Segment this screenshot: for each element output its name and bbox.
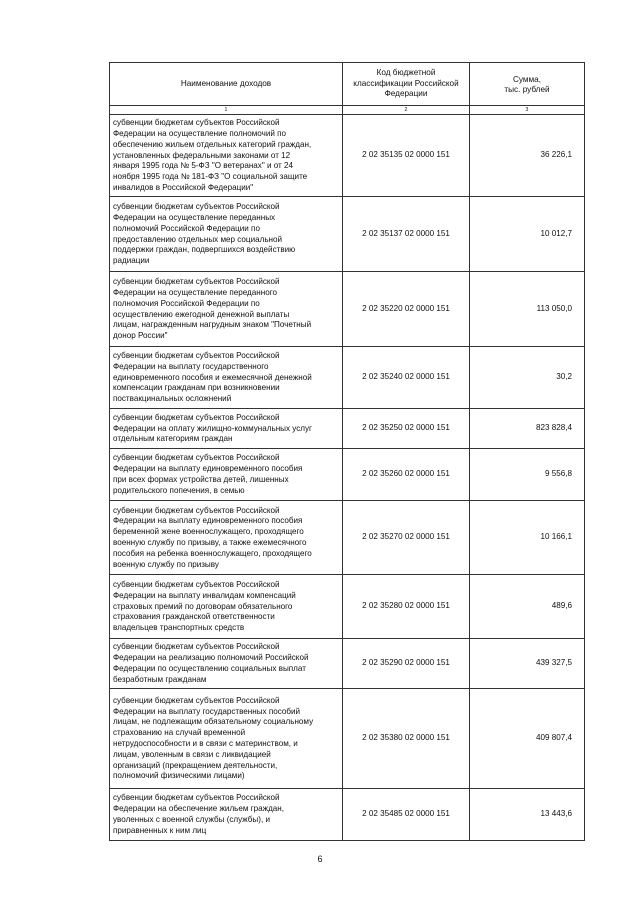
revenue-name-cell <box>110 409 343 449</box>
text-line: предоставлению отдельных мер социальной <box>113 234 283 244</box>
table-row <box>110 501 585 575</box>
text-line: владельцев транспортных средств <box>113 623 245 633</box>
text-line: Федерации на выплату государственных пособий <box>113 706 301 716</box>
table-row <box>110 789 585 841</box>
text-line: страховых премий по договорам обязательного <box>113 601 293 611</box>
text-line: обеспечению жильем отдельных категорий граждан, <box>113 139 312 149</box>
text-line: Федерации на оплату жилищно-коммунальных услуг <box>113 423 312 433</box>
text-line: при всех формах устройства детей, лишенных <box>113 475 289 484</box>
text-line: тыс. рублей <box>504 85 550 94</box>
budget-code-cell: 2 02 35380 02 0000 151 <box>343 689 470 789</box>
text-line: ноября 1995 года № 181-ФЗ "О социальной защите <box>113 172 308 182</box>
text-line: отдельным категориям граждан <box>113 434 233 444</box>
text-line: страхованию на случай временной <box>113 728 246 738</box>
text-line: военную службу по призыву, а также ежемесячного <box>113 538 307 547</box>
budget-code-cell: 2 02 35137 02 0000 151 <box>343 197 470 272</box>
revenue-name-cell <box>110 789 343 841</box>
text-line: Федерации на осуществление переданных <box>113 212 276 222</box>
text-line: единовременного пособия и ежемесячной денежной <box>113 372 312 382</box>
revenue-name-cell <box>110 347 343 409</box>
text-line: инвалидов в Российской Федерации" <box>113 182 254 192</box>
header-revenue-name <box>110 63 343 106</box>
amount-cell: 36 226,1 <box>470 115 585 197</box>
text-line: поствакцинальных осложнений <box>113 394 232 404</box>
text-line: субвенции бюджетам субъектов Российской <box>113 642 280 652</box>
text-line: поддержки граждан, подвергшихся воздействию <box>113 245 296 255</box>
text-line: лицам, награжденным нагрудным знаком "Почетный <box>113 320 312 330</box>
budget-code-cell: 2 02 35485 02 0000 151 <box>343 789 470 841</box>
text-line: Федерации на осуществление полномочий по <box>113 129 287 138</box>
revenue-name-cell <box>110 115 343 197</box>
text-line: организаций (прекращением деятельности, <box>113 760 278 770</box>
amount-cell: 489,6 <box>470 575 585 639</box>
text-line: Федерации по осуществлению социальных выплат <box>113 664 306 673</box>
text-line: субвенции бюджетам субъектов Российской <box>113 580 280 589</box>
amount-cell: 13 443,6 <box>470 789 585 841</box>
text-line: субвенции бюджетам субъектов Российской <box>113 412 280 422</box>
text-line: лицам, уволенным в связи с ликвидацией <box>113 749 271 759</box>
text-line: Федерации на выплату инвалидам компенсаций <box>113 590 296 600</box>
text-line: субвенции бюджетам субъектов Российской <box>113 118 280 128</box>
revenue-name-cell <box>110 689 343 789</box>
revenue-name-cell <box>110 501 343 575</box>
amount-cell: 30,2 <box>470 347 585 409</box>
table-row <box>110 575 585 639</box>
text-line: донор России" <box>113 331 168 341</box>
column-number-row <box>110 106 585 115</box>
text-line: компенсации гражданам при возникновении <box>113 383 280 393</box>
text-line: Сумма, <box>512 74 541 84</box>
column-number: 1 <box>110 106 343 115</box>
budget-code-cell: 2 02 35270 02 0000 151 <box>343 501 470 575</box>
amount-cell: 10 166,1 <box>470 501 585 575</box>
budget-code-cell: 2 02 35290 02 0000 151 <box>343 639 470 689</box>
text-line: полномочий физическими лицами) <box>113 771 245 781</box>
revenue-name-cell <box>110 197 343 272</box>
text-line: Федерации на выплату единовременного пособия <box>113 516 303 526</box>
revenue-name-cell <box>110 639 343 689</box>
text-line: родительского попечения, в семью <box>113 485 245 495</box>
text-line: субвенции бюджетам субъектов Российской <box>113 793 280 803</box>
text-line: нетрудоспособности и в связи с материнством, и <box>113 739 298 748</box>
text-line: полномочий Российской Федерации по <box>113 223 260 233</box>
amount-cell: 9 556,8 <box>470 449 585 501</box>
revenue-name-cell <box>110 575 343 639</box>
table-row <box>110 639 585 689</box>
header-budget-code <box>343 63 470 106</box>
budget-code-cell: 2 02 35135 02 0000 151 <box>343 115 470 197</box>
text-line: субвенции бюджетам субъектов Российской <box>113 202 280 212</box>
text-line: субвенции бюджетам субъектов Российской <box>113 277 280 287</box>
text-line: установленных федеральными законами от 12 <box>113 150 291 160</box>
text-line: безработным гражданам <box>113 674 207 684</box>
page-number: 6 <box>317 854 323 864</box>
text-line: осуществлению ежегодной денежной выплаты <box>113 309 290 319</box>
text-line: радиации <box>113 256 150 266</box>
amount-cell: 113 050,0 <box>470 272 585 347</box>
budget-code-cell: 2 02 35240 02 0000 151 <box>343 347 470 409</box>
table-row <box>110 689 585 789</box>
text-line: Наименование доходов <box>180 78 272 88</box>
revenue-table <box>109 62 585 841</box>
text-line: субвенции бюджетам субъектов Российской <box>113 505 280 515</box>
amount-cell: 10 012,7 <box>470 197 585 272</box>
table-row <box>110 409 585 449</box>
revenue-name-cell <box>110 272 343 347</box>
text-line: Федерации на реализацию полномочий Российской <box>113 653 309 663</box>
table-row <box>110 272 585 347</box>
table-row <box>110 449 585 501</box>
budget-code-cell: 2 02 35250 02 0000 151 <box>343 409 470 449</box>
amount-cell: 409 807,4 <box>470 689 585 789</box>
table-row <box>110 347 585 409</box>
column-number: 2 <box>343 106 470 115</box>
table-body <box>110 115 585 841</box>
text-line: страхования гражданской ответственности <box>113 612 275 622</box>
text-line: субвенции бюджетам субъектов Российской <box>113 351 280 360</box>
text-line: Федерации на выплату единовременного пособия <box>113 464 303 474</box>
text-line: военную службу по призыву <box>113 559 219 569</box>
text-line: беременной жене военнослужащего, проходящего <box>113 527 304 537</box>
text-line: классификации Российской <box>353 78 459 88</box>
column-number: 3 <box>470 106 585 115</box>
text-line: Федерации на обеспечение жильем граждан, <box>113 804 285 814</box>
text-line: субвенции бюджетам субъектов Российской <box>113 453 280 463</box>
table-row <box>110 115 585 197</box>
text-line: Код бюджетной <box>376 68 436 78</box>
amount-cell: 439 327,5 <box>470 639 585 689</box>
text-line: Федерации на выплату государственного <box>113 361 269 371</box>
text-line: полномочия Российской Федерации по <box>113 298 260 308</box>
text-line: января 1995 года № 5-ФЗ "О ветеранах" и от 24 <box>113 161 294 171</box>
revenue-name-cell <box>110 449 343 501</box>
table-header-row <box>110 63 585 106</box>
text-line: лицам, не подлежащим обязательному социальному <box>113 717 314 727</box>
header-amount <box>470 63 585 106</box>
text-line: пособия на ребенка военнослужащего, проходящего <box>113 548 312 558</box>
budget-code-cell: 2 02 35220 02 0000 151 <box>343 272 470 347</box>
text-line: приравненных к ним лиц <box>113 825 207 835</box>
text-line: Федерации на осуществление переданного <box>113 287 277 297</box>
text-line: субвенции бюджетам субъектов Российской <box>113 695 280 705</box>
text-line: уволенных с военной службы (службы), и <box>113 815 270 824</box>
amount-cell: 823 828,4 <box>470 409 585 449</box>
budget-code-cell: 2 02 35280 02 0000 151 <box>343 575 470 639</box>
table-row <box>110 197 585 272</box>
text-line: Федерации <box>384 89 428 99</box>
budget-code-cell: 2 02 35260 02 0000 151 <box>343 449 470 501</box>
